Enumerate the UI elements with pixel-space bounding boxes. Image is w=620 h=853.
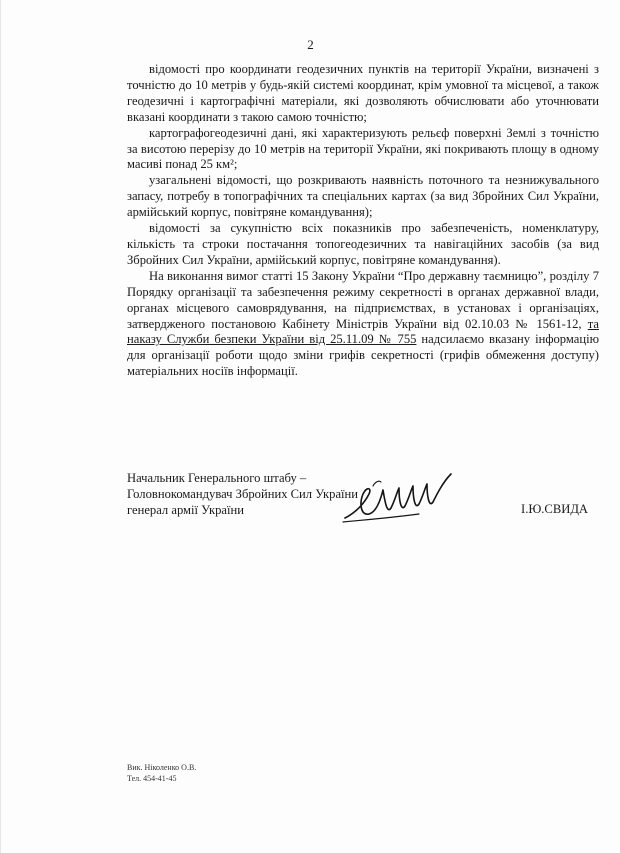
paragraph-map-stock: узагальнені відомості, що розкривають наявність поточного та незнижувального запасу, потребу в топографічних та спеціальних картах (за вид Збройних Сил України, армійський корпус, повітряне командування); [127,173,599,220]
executor-phone: Тел. 454-41-45 [127,774,177,783]
paragraph-navigation-means: відомості за сукупністю всіх показників про забезпеченість, номенклатуру, кількість та строки постачання топогеодезичних та навігаційних засобів (за вид Збройних Сил України, армійський корпус, повітряне командування). [127,221,599,267]
paragraph-legal-basis [127,269,599,380]
document-body [127,62,599,380]
signatory-position-line1: Начальник Генерального штабу – [127,471,307,485]
executor-info [127,762,196,784]
paragraph-cartographic-data: картографогеодезичні дані, які характеризують рельєф поверхні Землі з точністю за висотою перерізу до 10 метрів на території України, які покривають площу в одному масиві понад 25 км²; [127,125,599,172]
legal-basis-conclusion: надсилаємо вказану інформацію для організації роботи щодо зміни грифів секретності (грифів обмеження доступу) матеріальних носіїв інформації. [127,332,600,379]
handwritten-signature [339,468,469,534]
signer-name: І.Ю.СВИДА [521,502,589,516]
legal-basis-text: На виконання вимог статті 15 Закону України “Про державну таємницю”, розділу 7 Порядку організації та забезпечення режиму секретності в органах державної влади, органах місцевого самоврядування, на підприємствах, в установах і організаціях, затвердженого постановою Кабінету Міністрів України від 02.10.03 № 1561-12, [127,268,599,331]
signatory-position-line2: Головнокомандувач Збройних Сил України [127,487,359,501]
signatory-block [127,470,358,518]
paragraph-geodetic-coordinates: відомості про координати геодезичних пунктів на території України, визначені з точністю до 10 метрів у будь-якій системі координат, крім умовної та місцевої, а також геодезичні і картографічні матеріали, які дозволяють обчислювати або уточнювати вказані координати з такою самою точністю; [127,62,599,124]
signatory-rank: генерал армії України [127,503,244,517]
page-number: 2 [307,37,314,52]
executor-name: Вик. Ніколенко О.В. [127,763,197,772]
underlined-order-reference: та наказу Служби безпеки України від 25.11.09 № 755 [127,316,599,347]
